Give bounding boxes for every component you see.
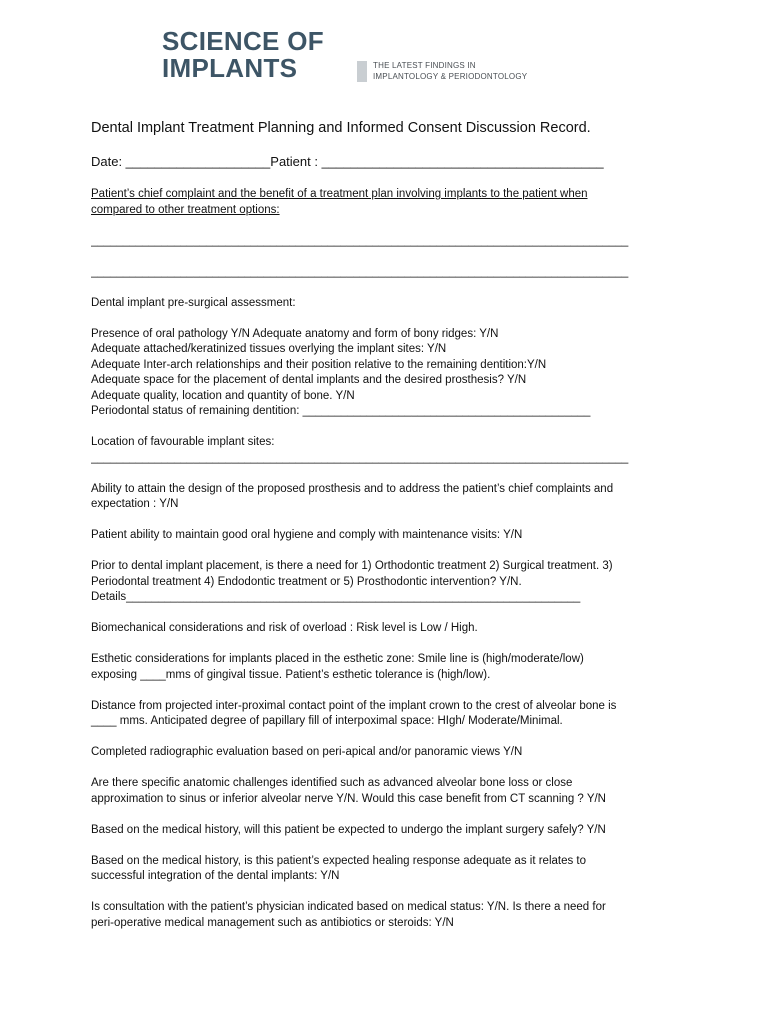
logo-line-1: SCIENCE OF: [162, 26, 324, 56]
anatomic-question: Are there specific anatomic challenges identified such as advanced alveolar bone loss or close approximation to sinus or inferior alveolar nerve Y/N. Would this case benefit from CT scanning ? Y/N: [91, 777, 606, 805]
presurgical-heading: Dental implant pre-surgical assessment:: [91, 296, 296, 309]
tagline: [357, 60, 527, 82]
medical-safety-question: Based on the medical history, will this patient be expected to undergo the implant surgery safely? Y/N: [91, 823, 606, 836]
tagline-line-2: IMPLANTOLOGY & PERIODONTOLOGY: [373, 72, 528, 81]
assessment-list: [91, 327, 691, 420]
prior-treatment-question: Prior to dental implant placement, is there a need for 1) Orthodontic treatment 2) Surgical treatment. 3) Periodontal treatment 4) Endodontic treatment or 5) Prosthodontic intervention? Y/N. Details_______________________________________________________________________: [91, 560, 613, 603]
consultation-question: Is consultation with the patient’s physician indicated based on medical status: Y/N. Is there a need for peri-operative medical management such as antibiotics or steroids: Y/N: [91, 901, 606, 929]
blank-line-1: ____________________________________________________________________________________: [91, 234, 629, 247]
favourable-sites-label: Location of favourable implant sites:: [91, 436, 275, 448]
blank-line-3: ____________________________________________________________________________________: [91, 451, 629, 464]
blank-line-2: ____________________________________________________________________________________: [91, 265, 629, 278]
biomechanical-question: Biomechanical considerations and risk of overload : Risk level is Low / High.: [91, 622, 478, 634]
assessment-item: Presence of oral pathology Y/N Adequate anatomy and form of bony ridges: Y/N: [91, 327, 499, 340]
assessment-item: Periodontal status of remaining dentition: _____________________________________________: [91, 405, 591, 417]
healing-question: Based on the medical history, is this patient’s expected healing response adequate as it relates to successful integration of the dental implants: Y/N: [91, 854, 587, 882]
prosthesis-question: Ability to attain the design of the proposed prosthesis and to address the patient’s chief complaints and expectation : Y/N: [91, 482, 614, 510]
tagline-line-1: THE LATEST FINDINGS IN: [373, 61, 476, 70]
logo-line-2: IMPLANTS: [162, 53, 298, 83]
distance-question: Distance from projected inter-proximal contact point of the implant crown to the crest of alveolar bone is ____ mms. Anticipated degree of papillary fill of interpoximal space: HIgh/ Moderate/Minimal.: [91, 699, 617, 727]
document-title: Dental Implant Treatment Planning and Informed Consent Discussion Record.: [91, 120, 591, 136]
assessment-item: Adequate quality, location and quantity of bone. Y/N: [91, 389, 355, 402]
hygiene-question: Patient ability to maintain good oral hygiene and comply with maintenance visits: Y/N: [91, 529, 523, 541]
tagline-square-icon: [357, 61, 367, 82]
document-body: [91, 119, 691, 947]
chief-complaint-prompt: Patient’s chief complaint and the benefit of a treatment plan involving implants to the patient when compared to other treatment options:: [91, 188, 588, 216]
assessment-item: Adequate attached/keratinized tissues overlying the implant sites: Y/N: [91, 343, 447, 355]
assessment-item: Adequate Inter-arch relationships and their position relative to the remaining dentition:Y/N: [91, 358, 547, 371]
date-patient-line: Date: ____________________Patient : _______________________________________: [91, 154, 604, 169]
assessment-item: Adequate space for the placement of dental implants and the desired prosthesis? Y/N: [91, 374, 527, 386]
logo: [162, 28, 324, 82]
radiographic-question: Completed radiographic evaluation based on peri-apical and/or panoramic views Y/N: [91, 746, 523, 758]
esthetic-question: Esthetic considerations for implants placed in the esthetic zone: Smile line is (high/moderate/low) exposing ____mms of gingival tissue. Patient’s esthetic tolerance is (high/low).: [91, 653, 584, 681]
